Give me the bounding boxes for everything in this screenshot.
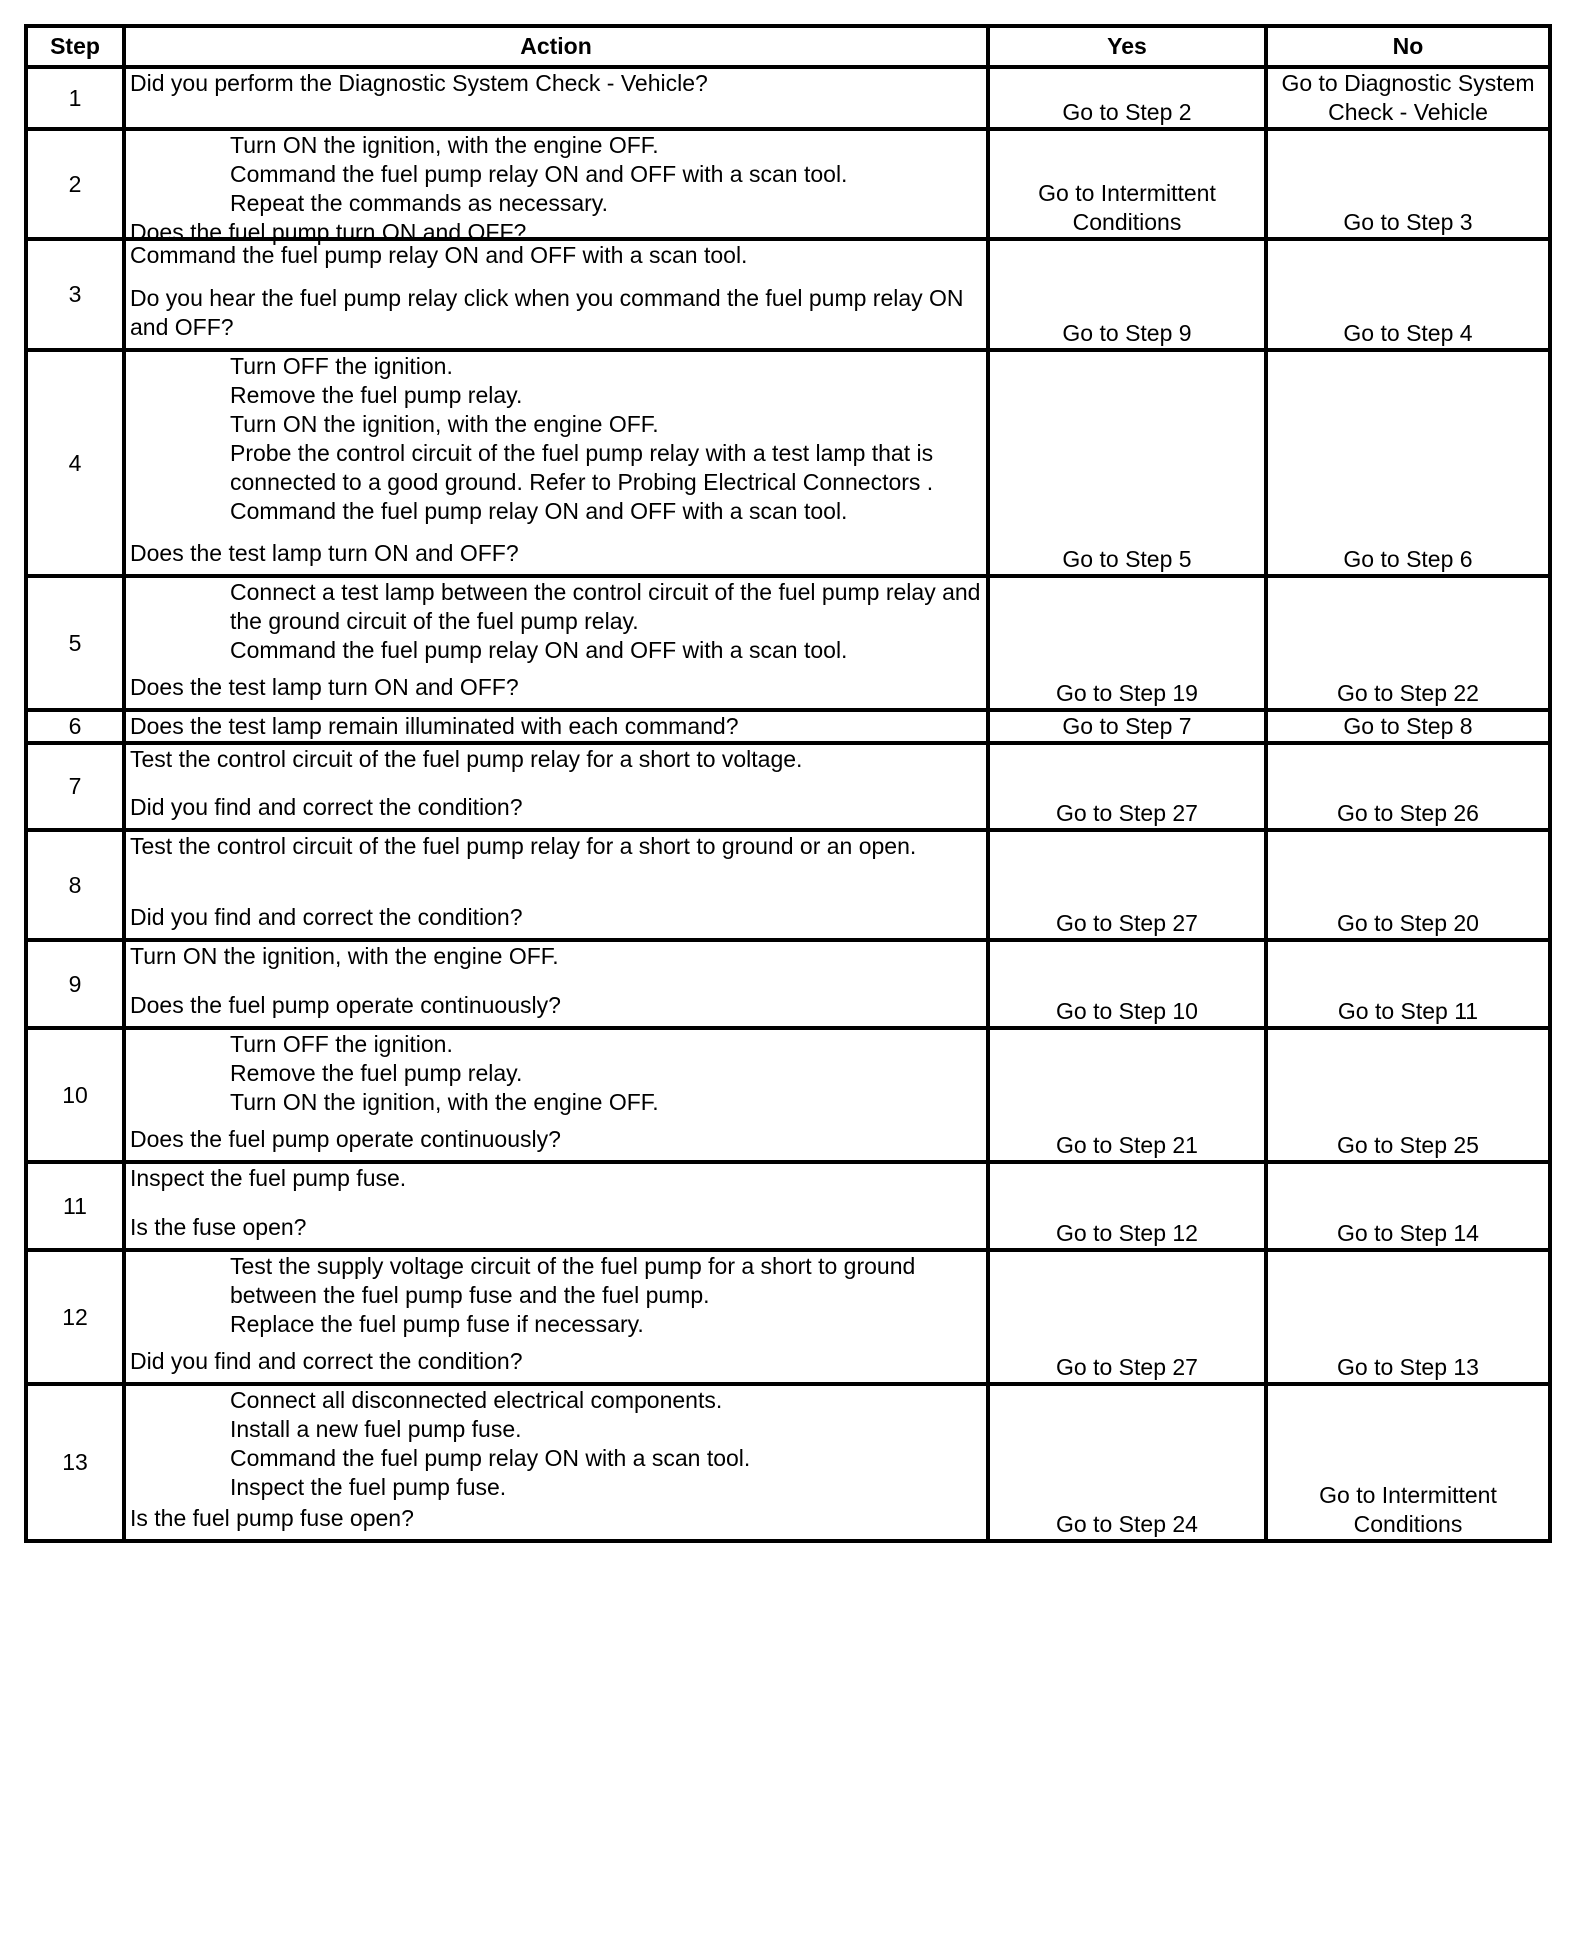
yes-result: Go to Step 5 xyxy=(988,350,1266,576)
no-result: Go to Step 13 xyxy=(1266,1250,1550,1384)
action-question: Did you find and correct the condition? xyxy=(130,794,523,820)
action-question: Do you hear the fuel pump relay click when you command the fuel pump relay ON and OFF? xyxy=(130,285,970,340)
no-result: Go to Step 11 xyxy=(1266,940,1550,1028)
yes-result: Go to Step 27 xyxy=(988,743,1266,830)
table-row xyxy=(26,710,1550,743)
action-step-text: Turn ON the ignition, with the engine OFF. xyxy=(230,1089,659,1115)
header-row xyxy=(26,26,1550,67)
table-row xyxy=(26,743,1550,830)
action-cell xyxy=(124,743,988,830)
spacer xyxy=(130,526,982,539)
action-step-text: Command the fuel pump relay ON and OFF with a scan tool. xyxy=(230,161,848,187)
no-result: Go to Step 14 xyxy=(1266,1162,1550,1250)
table-row xyxy=(26,1384,1550,1541)
action-cell xyxy=(124,350,988,576)
table-row xyxy=(26,129,1550,239)
action-text: Did you perform the Diagnostic System Check - Vehicle? xyxy=(130,70,708,96)
action-text: Command the fuel pump relay ON and OFF with a scan tool. xyxy=(130,242,748,268)
no-result: Go to Step 26 xyxy=(1266,743,1550,830)
action-step-text: Command the fuel pump relay ON and OFF with a scan tool. xyxy=(230,498,848,524)
header-no: No xyxy=(1266,26,1550,67)
yes-result: Go to Step 19 xyxy=(988,576,1266,710)
step-number: 10 xyxy=(26,1028,124,1162)
spacer xyxy=(130,1193,982,1213)
diagnostic-table xyxy=(24,24,1552,1543)
table-body xyxy=(26,67,1550,1541)
spacer xyxy=(130,1117,982,1125)
table-row xyxy=(26,67,1550,129)
action-text: Test the control circuit of the fuel pump relay for a short to voltage. xyxy=(130,746,803,772)
action-cell xyxy=(124,67,988,129)
action-question: Does the test lamp turn ON and OFF? xyxy=(130,674,519,700)
table-row xyxy=(26,1162,1550,1250)
action-question: Does the fuel pump turn ON and OFF? xyxy=(130,219,527,245)
yes-result: Go to Step 24 xyxy=(988,1384,1266,1541)
table-row xyxy=(26,940,1550,1028)
action-step-text: Remove the fuel pump relay. xyxy=(230,382,523,408)
action-text: Test the control circuit of the fuel pump relay for a short to ground or an open. xyxy=(130,833,917,859)
step-number: 4 xyxy=(26,350,124,576)
action-step-text: Turn OFF the ignition. xyxy=(230,353,453,379)
yes-result: Go to Step 27 xyxy=(988,830,1266,940)
table-row xyxy=(26,830,1550,940)
action-text: Does the test lamp remain illuminated with each command? xyxy=(130,713,739,739)
action-question: Is the fuel pump fuse open? xyxy=(130,1505,414,1531)
no-result: Go to Step 4 xyxy=(1266,239,1550,350)
action-cell xyxy=(124,1250,988,1384)
spacer xyxy=(130,971,982,991)
action-step-text: Repeat the commands as necessary. xyxy=(230,190,608,216)
no-result: Go to Step 8 xyxy=(1266,710,1550,743)
no-result: Go to Step 3 xyxy=(1266,129,1550,239)
step-number: 3 xyxy=(26,239,124,350)
header-yes: Yes xyxy=(988,26,1266,67)
step-number: 5 xyxy=(26,576,124,710)
header-action: Action xyxy=(124,26,988,67)
no-result: Go to Step 22 xyxy=(1266,576,1550,710)
yes-result: Go to Step 10 xyxy=(988,940,1266,1028)
action-cell xyxy=(124,576,988,710)
spacer xyxy=(130,861,982,903)
header-step: Step xyxy=(26,26,124,67)
action-step-text: Connect a test lamp between the control circuit of the fuel pump relay and the ground circuit of the fuel pump relay. xyxy=(230,579,987,634)
action-text: Inspect the fuel pump fuse. xyxy=(130,1165,407,1191)
action-step-text: Turn ON the ignition, with the engine OFF. xyxy=(230,132,659,158)
action-question: Does the fuel pump operate continuously? xyxy=(130,992,561,1018)
action-step-text: Replace the fuel pump fuse if necessary. xyxy=(230,1311,644,1337)
table-row xyxy=(26,576,1550,710)
action-cell xyxy=(124,940,988,1028)
step-number: 13 xyxy=(26,1384,124,1541)
action-question: Did you find and correct the condition? xyxy=(130,1348,523,1374)
table-row xyxy=(26,350,1550,576)
spacer xyxy=(130,774,982,793)
yes-result: Go to Step 7 xyxy=(988,710,1266,743)
table-row xyxy=(26,1028,1550,1162)
no-result: Go to Step 25 xyxy=(1266,1028,1550,1162)
no-result: Go to Step 6 xyxy=(1266,350,1550,576)
action-question: Did you find and correct the condition? xyxy=(130,904,523,930)
table-row xyxy=(26,1250,1550,1384)
step-number: 6 xyxy=(26,710,124,743)
action-step-text: Probe the control circuit of the fuel pump relay with a test lamp that is connected to a good ground. Refer to Probing Electrical Connectors . xyxy=(230,440,940,495)
action-cell xyxy=(124,239,988,350)
action-text: Turn ON the ignition, with the engine OFF. xyxy=(130,943,559,969)
step-number: 2 xyxy=(26,129,124,239)
action-cell xyxy=(124,830,988,940)
spacer xyxy=(130,665,982,673)
action-step-text: Inspect the fuel pump fuse. xyxy=(230,1474,507,1500)
yes-result: Go to Step 27 xyxy=(988,1250,1266,1384)
action-cell xyxy=(124,710,988,743)
yes-result: Go to Step 9 xyxy=(988,239,1266,350)
step-number: 12 xyxy=(26,1250,124,1384)
action-cell xyxy=(124,1384,988,1541)
table-row xyxy=(26,239,1550,350)
action-cell xyxy=(124,1162,988,1250)
action-step-text: Connect all disconnected electrical components. xyxy=(230,1387,723,1413)
spacer xyxy=(130,1339,982,1347)
action-question: Does the test lamp turn ON and OFF? xyxy=(130,540,519,566)
no-result: Go to Step 20 xyxy=(1266,830,1550,940)
action-step-text: Turn OFF the ignition. xyxy=(230,1031,453,1057)
spacer xyxy=(130,270,982,284)
action-question: Does the fuel pump operate continuously? xyxy=(130,1126,561,1152)
yes-result: Go to Step 12 xyxy=(988,1162,1266,1250)
action-cell xyxy=(124,129,988,245)
action-step-text: Remove the fuel pump relay. xyxy=(230,1060,523,1086)
action-step-text: Command the fuel pump relay ON with a scan tool. xyxy=(230,1445,751,1471)
step-number: 7 xyxy=(26,743,124,830)
action-step-text: Install a new fuel pump fuse. xyxy=(230,1416,522,1442)
step-number: 9 xyxy=(26,940,124,1028)
no-result: Go to Intermittent Conditions xyxy=(1266,1384,1550,1541)
yes-result: Go to Step 21 xyxy=(988,1028,1266,1162)
action-question: Is the fuse open? xyxy=(130,1214,307,1240)
action-step-text: Test the supply voltage circuit of the fuel pump for a short to ground between the fuel pump fuse and the fuel pump. xyxy=(230,1253,922,1308)
step-number: 8 xyxy=(26,830,124,940)
action-step-text: Turn ON the ignition, with the engine OFF. xyxy=(230,411,659,437)
step-number: 11 xyxy=(26,1162,124,1250)
yes-result: Go to Intermittent Conditions xyxy=(988,129,1266,239)
action-cell xyxy=(124,1028,988,1162)
no-result: Go to Diagnostic System Check - Vehicle xyxy=(1266,67,1550,129)
action-step-text: Command the fuel pump relay ON and OFF with a scan tool. xyxy=(230,637,848,663)
step-number: 1 xyxy=(26,67,124,129)
yes-result: Go to Step 2 xyxy=(988,67,1266,129)
